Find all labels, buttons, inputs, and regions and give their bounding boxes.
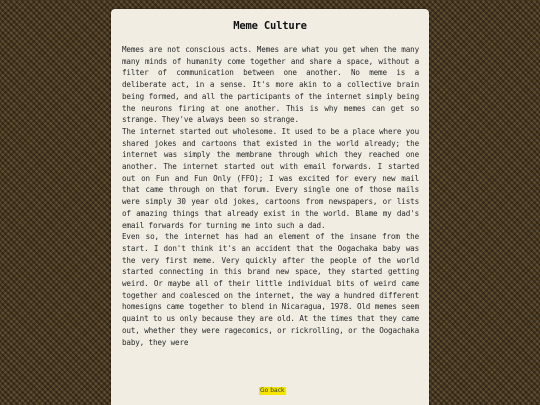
go-back-link[interactable]: Go back	[260, 387, 285, 394]
paragraph-3: Even so, the internet has had an element of the insane from the start. I don't think it's an accident that the Oogachaka baby was the very first meme. Very quickly after the people of the world started connecting in this brand new space, they started getting weird. Or maybe all of their little individual bits of weird came together and coalesced on the internet, the way a hundred different homesigns came together to blend in Nicaragua, 1978. Old memes seem quaint to us only because they are old. At the times that they came out, whether they were ragecomics, or rickrolling, or the Oogachaka baby, they were	[122, 232, 419, 347]
article-panel	[111, 9, 429, 405]
paragraph-1: Memes are not conscious acts. Memes are what you get when the many many minds of humanity come together and share a space, without a filter of communication between one another. No meme is a deliberate act, in a sense. It's more akin to a collective brain being formed, and all the participants of the internet simply being the neurons firing at one another. This is why memes can get so strange. They've always been so strange.	[122, 45, 419, 125]
paragraph-2: The internet started out wholesome. It used to be a place where you shared jokes and cartoons that existed in the world already; the internet was simply the membrane through which they reached one another. The internet started out with email forwards. I started out on Fun and Fun Only (FFO); I was excited for every new mail that came through on that forum. Every single one of those mails were simply 30 year old jokes, cartoons from newspapers, or lists of amazing things that already exist in the world. Blame my dad's email forwards for turning me into such a dad.	[122, 126, 419, 230]
page-title: Meme Culture	[233, 20, 307, 32]
article-body	[122, 44, 419, 348]
